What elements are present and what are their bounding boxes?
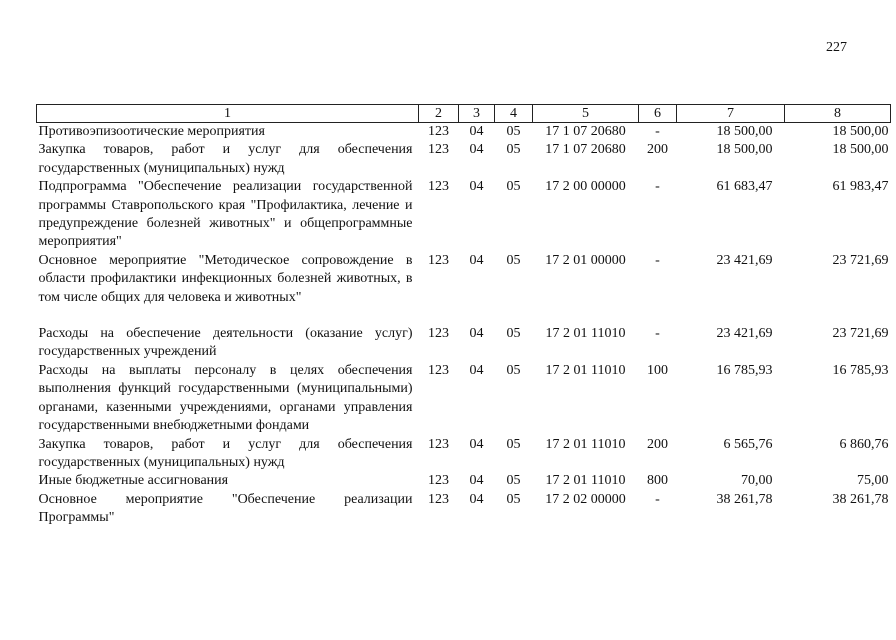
- budget-table: [36, 104, 891, 528]
- row-ministry-code: 123: [428, 326, 449, 342]
- row-subsection: 05: [506, 326, 521, 342]
- header-col-8: 8: [785, 105, 891, 123]
- row-expense-type: 200: [647, 436, 668, 452]
- row-ministry-code: 123: [428, 473, 449, 489]
- row-amount-8: 6 860,76: [839, 436, 889, 452]
- row-target-code: 17 2 01 00000: [545, 252, 626, 268]
- row-expense-type: -: [655, 326, 660, 342]
- row-subsection: 05: [506, 142, 521, 158]
- row-target-code: 17 2 01 11010: [545, 436, 626, 452]
- row-ministry-code: 123: [428, 124, 449, 139]
- row-amount-8: 38 261,78: [832, 491, 889, 507]
- table-row: [37, 325, 891, 362]
- row-ministry-code: 123: [428, 362, 449, 378]
- row-subsection: 05: [506, 473, 521, 489]
- row-expense-type: 100: [647, 362, 668, 378]
- row-name: Закупка товаров, работ и услуг для обеспечения государственных (муниципальных) нужд: [38, 436, 413, 470]
- row-ministry-code: 123: [428, 436, 449, 452]
- table-row: [37, 252, 891, 325]
- row-name: Противоэпизоотические мероприятия: [38, 124, 265, 139]
- row-expense-type: -: [655, 124, 660, 139]
- row-amount-8: 18 500,00: [832, 124, 889, 139]
- row-subsection: 05: [506, 179, 521, 195]
- header-col-6: 6: [639, 105, 677, 123]
- table-row: [37, 362, 891, 436]
- row-expense-type: -: [655, 252, 660, 268]
- row-section: 04: [469, 436, 484, 452]
- row-amount-7: 61 683,47: [716, 179, 773, 195]
- row-amount-7: 16 785,93: [716, 362, 773, 378]
- header-col-7: 7: [677, 105, 785, 123]
- row-amount-7: 70,00: [741, 473, 773, 489]
- row-name: Закупка товаров, работ и услуг для обеспечения государственных (муниципальных) нужд: [38, 142, 413, 176]
- table-body: [37, 123, 891, 528]
- row-target-code: 17 1 07 20680: [545, 124, 626, 139]
- row-name: Основное мероприятие "Методическое сопровождение в области профилактики инфекционных болезней животных, в том числе общих для человека и животных": [38, 252, 413, 305]
- row-amount-8: 75,00: [857, 473, 889, 489]
- row-subsection: 05: [506, 124, 521, 139]
- row-name: Иные бюджетные ассигнования: [38, 473, 229, 489]
- header-col-3: 3: [459, 105, 495, 123]
- table-row: [37, 141, 891, 178]
- row-target-code: 17 2 00 00000: [545, 179, 626, 195]
- row-expense-type: -: [655, 179, 660, 195]
- row-amount-7: 18 500,00: [716, 142, 773, 158]
- row-section: 04: [469, 142, 484, 158]
- row-name: Расходы на обеспечение деятельности (оказание услуг) государственных учреждений: [38, 326, 413, 360]
- table-row: [37, 491, 891, 528]
- table-header: [37, 105, 891, 123]
- row-subsection: 05: [506, 362, 521, 378]
- row-target-code: 17 2 01 11010: [545, 326, 626, 342]
- row-subsection: 05: [506, 436, 521, 452]
- header-row: [37, 105, 891, 123]
- row-section: 04: [469, 124, 484, 139]
- row-ministry-code: 123: [428, 252, 449, 268]
- row-expense-type: 800: [647, 473, 668, 489]
- row-target-code: 17 2 01 11010: [545, 473, 626, 489]
- row-target-code: 17 1 07 20680: [545, 142, 626, 158]
- row-section: 04: [469, 326, 484, 342]
- header-col-4: 4: [495, 105, 533, 123]
- row-name: Основное мероприятие "Обеспечение реализации Программы": [38, 491, 413, 526]
- row-amount-7: 18 500,00: [716, 124, 773, 139]
- header-col-1: 1: [37, 105, 419, 123]
- page-number: 227: [826, 40, 847, 55]
- row-subsection: 05: [506, 491, 521, 507]
- row-section: 04: [469, 362, 484, 378]
- row-ministry-code: 123: [428, 179, 449, 195]
- row-ministry-code: 123: [428, 142, 449, 158]
- table-row: [37, 178, 891, 252]
- row-amount-7: 38 261,78: [716, 491, 773, 507]
- table-row: [37, 472, 891, 490]
- row-section: 04: [469, 473, 484, 489]
- row-section: 04: [469, 491, 484, 507]
- header-col-5: 5: [533, 105, 639, 123]
- row-section: 04: [469, 179, 484, 195]
- row-amount-8: 16 785,93: [832, 362, 889, 378]
- row-expense-type: 200: [647, 142, 668, 158]
- row-subsection: 05: [506, 252, 521, 268]
- row-amount-7: 23 421,69: [716, 252, 773, 268]
- row-amount-8: 61 983,47: [832, 179, 889, 195]
- header-col-2: 2: [419, 105, 459, 123]
- table-row: [37, 436, 891, 473]
- row-amount-8: 23 721,69: [832, 326, 889, 342]
- row-amount-8: 18 500,00: [832, 142, 889, 158]
- row-name: Расходы на выплаты персоналу в целях обеспечения выполнения функций государственными (муниципальными) органами, казенными учреждениями, органами управления государственными внебюджетными фондами: [38, 362, 413, 434]
- row-amount-7: 6 565,76: [723, 436, 773, 452]
- row-amount-7: 23 421,69: [716, 326, 773, 342]
- row-target-code: 17 2 02 00000: [545, 491, 626, 507]
- row-amount-8: 23 721,69: [832, 252, 889, 268]
- row-target-code: 17 2 01 11010: [545, 362, 626, 378]
- row-section: 04: [469, 252, 484, 268]
- table-row: [37, 123, 891, 142]
- row-name: Подпрограмма "Обеспечение реализации государственной программы Ставропольского края "Профилактика, лечение и предупреждение болезней животных" и общепрограммные мероприятия": [38, 179, 413, 250]
- row-expense-type: -: [655, 491, 660, 507]
- row-ministry-code: 123: [428, 491, 449, 507]
